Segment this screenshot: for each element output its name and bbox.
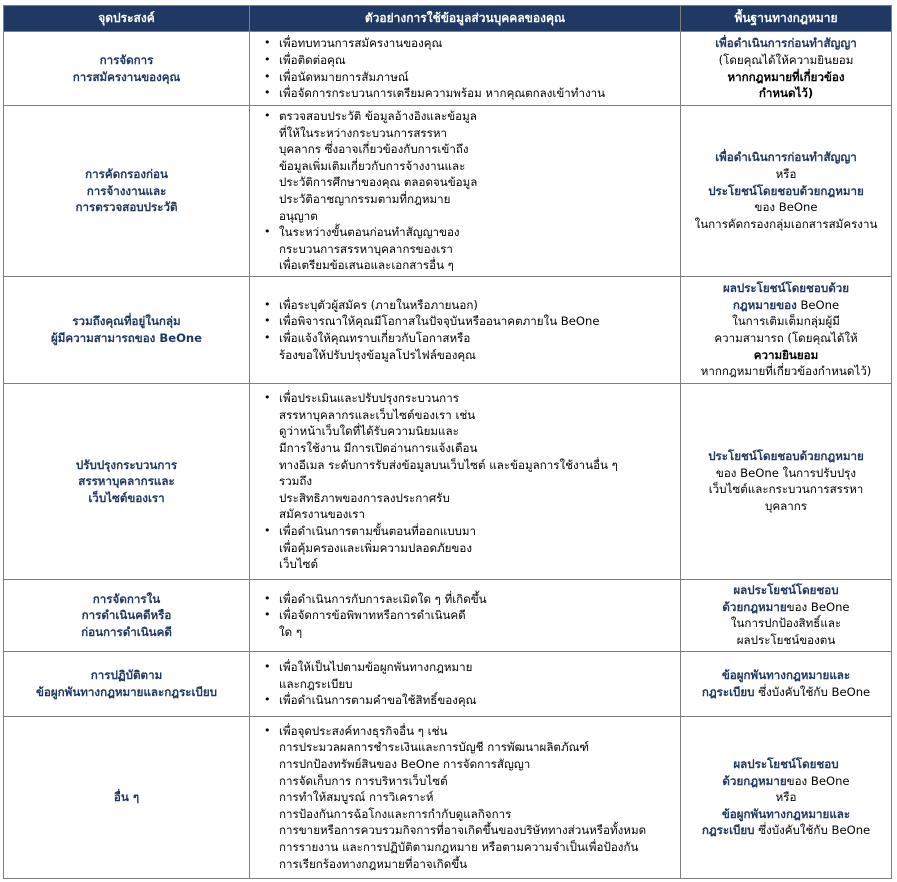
list-item-line: อนุญาต	[279, 208, 318, 223]
basis-text: ของ BeOne ในการปรับปรุง	[715, 465, 857, 480]
list-item-line: ประวัติการศึกษาของคุณ ตลอดจนข้อมูล	[279, 175, 478, 190]
examples-cell	[250, 651, 681, 716]
examples-list	[255, 297, 675, 363]
list-item	[279, 723, 675, 872]
basis-text: ผลประโยชน์ของตน	[736, 633, 836, 648]
list-item-line: การเรียกร้องทางกฎหมายที่อาจเกิดขึ้น	[279, 856, 468, 871]
basis-line	[686, 632, 886, 649]
list-item-line: • เพื่อแจ้งให้คุณทราบเกี่ยวกับโอกาสหรือ	[279, 330, 471, 345]
list-item	[279, 659, 675, 692]
purpose-cell	[4, 716, 250, 878]
basis-line	[686, 69, 886, 86]
list-item-line: • เพื่อติดต่อคุณ	[279, 52, 346, 67]
list-item-line: • ตรวจสอบประวัติ ข้อมูลอ้างอิงและข้อมูล	[279, 109, 477, 123]
list-item	[279, 330, 675, 363]
purpose-line: เว็บไซต์ของเรา	[88, 490, 165, 505]
table-row	[4, 106, 892, 277]
table-row	[4, 32, 892, 106]
examples-cell	[250, 579, 681, 651]
list-item-line: ข้อมูลเพิ่มเติมเกี่ยวกับการจ้างงานและ	[279, 158, 466, 173]
basis-text: ซึ่งบังคับใช้กับ BeOne	[754, 823, 871, 838]
list-item-line: การทำให้สมบูรณ์ การวิเคราะห์	[279, 790, 434, 805]
examples-list	[255, 108, 675, 274]
table-row	[4, 651, 892, 716]
list-item	[279, 591, 675, 608]
list-item-line: • เพื่อจัดการข้อพิพาทหรือการดำเนินคดี	[279, 608, 466, 623]
list-item-line: บุคลากร ซึ่งอาจเกี่ยวข้องกับการเข้าถึง	[279, 142, 469, 157]
purpose-cell	[4, 106, 250, 277]
list-item	[279, 523, 675, 573]
list-item-line: • เพื่อดำเนินการกับการละเมิดใด ๆ ที่เกิดขึ้น	[279, 591, 487, 606]
basis-text: ของ BeOne	[786, 773, 850, 788]
basis-text: ในการปกป้องสิทธิ์และ	[730, 616, 842, 631]
legal-basis-cell	[681, 651, 892, 716]
list-item-line: การขายหรือการควบรวมกิจการที่อาจเกิดขึ้นของบริษัททางส่วนหรือทั้งหมด	[279, 823, 647, 838]
table-row	[4, 383, 892, 579]
list-item-line: • เพื่อดำเนินการตามคำขอใช้สิทธิ์ของคุณ	[279, 693, 477, 708]
basis-text: ประโยชน์โดยชอบด้วยกฎหมาย	[708, 183, 864, 198]
basis-text: เพื่อดำเนินการก่อนทำสัญญา	[715, 150, 857, 165]
basis-text: เพื่อดำเนินการก่อนทำสัญญา	[715, 36, 857, 51]
purpose-cell	[4, 579, 250, 651]
basis-line	[686, 297, 886, 314]
list-item-line: เพื่อเตรียมข้อเสนอและเอกสารอื่น ๆ	[279, 258, 454, 273]
list-item-line: การจัดเก็บการ การบริหารเว็บไซต์	[279, 773, 448, 788]
basis-line	[686, 822, 886, 839]
list-item	[279, 297, 675, 314]
purposes-table	[3, 5, 892, 879]
header-purpose: จุดประสงค์	[4, 6, 250, 32]
basis-text: ผลประโยชน์โดยชอบ	[733, 756, 839, 771]
list-item-line: ทางอีเมล ระดับการรับส่งข้อมูลบนเว็บไซต์ และข้อมูลการใช้งานอื่น ๆ	[279, 457, 618, 472]
list-item-line: ที่ให้ในระหว่างกระบวนการสรรหา	[279, 125, 448, 140]
legal-basis-cell	[681, 716, 892, 878]
examples-list	[255, 659, 675, 709]
basis-text: ความยินยอม	[753, 347, 819, 362]
basis-line	[686, 615, 886, 632]
legal-basis-cell	[681, 106, 892, 277]
list-item-line: • เพื่อประเมินและปรับปรุงกระบวนการ	[279, 391, 459, 406]
legal-basis-cell	[681, 383, 892, 579]
list-item-line: ประสิทธิภาพของการลงประกาศรับ	[279, 490, 450, 505]
purpose-line: การจ้างงานและ	[86, 183, 167, 198]
purpose-line: การจัดการ	[99, 52, 154, 67]
list-item-line: • เพื่อจุดประสงค์ทางธุรกิจอื่น ๆ เช่น	[279, 723, 448, 738]
list-item	[279, 313, 675, 330]
list-item-line: การรายงาน และการปฏิบัติตามกฎหมาย หรือตามความจำเป็นเพื่อป้องกัน	[279, 839, 639, 854]
basis-line	[686, 280, 886, 297]
basis-text: ในการคัดกรองกลุ่มเอกสารสมัครงาน	[694, 216, 878, 231]
list-item-line: • เพื่อจัดการกระบวนการเตรียมความพร้อม หากคุณตกลงเข้าทำงาน	[279, 86, 606, 101]
header-examples: ตัวอย่างการใช้ข้อมูลส่วนบุคคลของคุณ	[250, 6, 681, 32]
purpose-line: การดำเนินคดีหรือ	[81, 608, 172, 623]
basis-line	[686, 166, 886, 183]
list-item	[279, 85, 675, 102]
list-item	[279, 108, 675, 224]
examples-list	[255, 591, 675, 641]
basis-text: กำหนดไว้)	[758, 86, 814, 101]
purpose-line: การปฏิบัติตาม	[90, 668, 163, 683]
examples-cell	[250, 716, 681, 878]
legal-basis-cell	[681, 276, 892, 383]
basis-text: ผลประโยชน์โดยชอบ	[733, 583, 839, 598]
legal-basis-cell	[681, 579, 892, 651]
basis-line	[686, 330, 886, 347]
purpose-cell	[4, 32, 250, 106]
basis-line	[686, 448, 886, 465]
basis-line	[686, 183, 886, 200]
list-item	[279, 224, 675, 274]
list-item-line: • เพื่อระบุตัวผู้สมัคร (ภายในหรือภายนอก)	[279, 297, 478, 312]
basis-line	[686, 216, 886, 233]
basis-line	[686, 52, 886, 69]
basis-text: ข้อผูกพันทางกฎหมายและ	[721, 806, 851, 821]
purpose-cell	[4, 383, 250, 579]
examples-cell	[250, 383, 681, 579]
examples-cell	[250, 106, 681, 277]
basis-line	[686, 149, 886, 166]
basis-text: ในการเติมเต็มกลุ่มผู้มี	[732, 314, 840, 329]
basis-text: ความสามารถ (โดยคุณได้ให้	[714, 330, 858, 345]
basis-line	[686, 35, 886, 52]
purpose-line: การจัดการใน	[92, 591, 161, 606]
list-item-line: ใด ๆ	[279, 624, 303, 639]
list-item-line: เพื่อคุ้มครองและเพิ่มความปลอดภัยของ	[279, 540, 472, 555]
list-item	[279, 35, 675, 52]
basis-line	[686, 347, 886, 364]
list-item-line: มีการใช้งาน มีการเปิดอ่านการแจ้งเตือน	[279, 440, 478, 455]
basis-line	[686, 498, 886, 515]
examples-list	[255, 35, 675, 101]
basis-text: บุคลากร	[765, 499, 807, 514]
purpose-line: การคัดกรองก่อน	[85, 167, 168, 182]
purpose-line: การสมัครงานของคุณ	[72, 69, 181, 84]
basis-line	[686, 465, 886, 482]
basis-line	[686, 756, 886, 773]
basis-line	[686, 684, 886, 701]
list-item-line: และกฎระเบียบ	[279, 676, 353, 691]
list-item-line: ร้องขอให้ปรับปรุงข้อมูลโปรไฟล์ของคุณ	[279, 347, 476, 362]
basis-text: กฎระเบียบ	[701, 823, 755, 838]
basis-line	[686, 85, 886, 102]
purpose-cell	[4, 651, 250, 716]
list-item	[279, 390, 675, 523]
list-item-line: • ในระหว่างขั้นตอนก่อนทำสัญญาของ	[279, 225, 460, 240]
purpose-line: สรรหาบุคลากรและ	[78, 474, 175, 489]
list-item-line: สมัครงานของเรา	[279, 507, 366, 522]
basis-line	[686, 806, 886, 823]
basis-text: เว็บไซต์และกระบวนการสรรหา	[708, 482, 864, 497]
basis-text: ด้วยกฎหมาย	[722, 773, 787, 788]
list-item-line: สรรหาบุคลากรและเว็บไซต์ของเรา เช่น	[279, 407, 476, 422]
basis-text: ผลประโยชน์โดยชอบด้วย	[722, 281, 850, 296]
list-item-line: ประวัติอาชญากรรมตามที่กฎหมาย	[279, 191, 451, 206]
list-item	[279, 69, 675, 86]
examples-cell	[250, 276, 681, 383]
purpose-line: ข้อผูกพันทางกฎหมายและกฎระเบียบ	[35, 684, 217, 699]
list-item-line: การประมวลผลการชำระเงินและการบัญชี การพัฒนาผลิตภัณฑ์	[279, 740, 589, 755]
basis-text: หรือ	[775, 167, 797, 182]
basis-line	[686, 773, 886, 790]
purpose-line: ก่อนการดำเนินคดี	[81, 624, 172, 639]
purpose-cell	[4, 276, 250, 383]
purpose-line: ผู้มีความสามารถของ BeOne	[50, 330, 203, 345]
table-row	[4, 276, 892, 383]
basis-text: กฎหมายของ	[732, 297, 797, 312]
basis-text: หากกฎหมายที่เกี่ยวข้อง	[727, 69, 845, 84]
list-item-line: • เพื่อดำเนินการตามขั้นตอนที่ออกแบบมา	[279, 523, 477, 538]
list-item-line: ดูว่าหน้าเว็บใดที่ได้รับความนิยมและ	[279, 424, 459, 439]
list-item-line: กระบวนการสรรหาบุคลากรของเรา	[279, 241, 453, 256]
basis-line	[686, 789, 886, 806]
basis-line	[686, 667, 886, 684]
table-row	[4, 579, 892, 651]
legal-basis-cell	[681, 32, 892, 106]
list-item-line: • เพื่อให้เป็นไปตามข้อผูกพันทางกฎหมาย	[279, 660, 473, 675]
basis-text: ประโยชน์โดยชอบด้วยกฎหมาย	[708, 449, 864, 464]
basis-text: ซึ่งบังคับใช้กับ BeOne	[754, 684, 871, 699]
examples-cell	[250, 32, 681, 106]
basis-text: ของ BeOne	[786, 599, 850, 614]
header-legal-basis: พื้นฐานทางกฎหมาย	[681, 6, 892, 32]
list-item-line: • เพื่อนัดหมายการสัมภาษณ์	[279, 69, 409, 84]
basis-text: ข้อผูกพันทางกฎหมายและ	[721, 668, 851, 683]
basis-line	[686, 199, 886, 216]
list-item-line: เว็บไซต์	[279, 557, 319, 572]
basis-line	[686, 599, 886, 616]
purpose-line: การตรวจสอบประวัติ	[75, 200, 178, 215]
list-item	[279, 607, 675, 640]
purpose-line: ปรับปรุงกระบวนการ	[75, 457, 178, 472]
list-item-line: การปกป้องทรัพย์สินของ BeOne การจัดการสัญญา	[279, 756, 531, 771]
list-item	[279, 52, 675, 69]
header-row	[4, 6, 892, 32]
list-item-line: • เพื่อทบทวนการสมัครงานของคุณ	[279, 36, 443, 51]
table-row	[4, 716, 892, 878]
purpose-line: อื่น ๆ	[113, 790, 140, 805]
basis-text: ด้วยกฎหมาย	[722, 599, 787, 614]
basis-text: ของ BeOne	[754, 200, 818, 215]
basis-text: กฎระเบียบ	[701, 684, 755, 699]
basis-line	[686, 363, 886, 380]
basis-text: (โดยคุณได้ให้ความยินยอม	[718, 52, 854, 67]
basis-line	[686, 313, 886, 330]
list-item-line: • เพื่อพิจารณาให้คุณมีโอกาสในปัจจุบันหรืออนาคตภายใน BeOne	[279, 314, 600, 329]
basis-text: หากกฎหมายที่เกี่ยวข้องกำหนดไว้)	[700, 364, 872, 379]
basis-text: หรือ	[775, 790, 797, 805]
list-item-line: รวมถึง	[279, 474, 313, 489]
list-item-line: การป้องกันการฉ้อโกงและการกำกับดูแลกิจการ	[279, 806, 512, 821]
examples-list	[255, 390, 675, 573]
purpose-line: รวมถึงคุณที่อยู่ในกลุ่ม	[72, 314, 181, 329]
examples-list	[255, 723, 675, 872]
basis-text: BeOne	[796, 297, 840, 312]
basis-line	[686, 481, 886, 498]
list-item	[279, 692, 675, 709]
basis-line	[686, 582, 886, 599]
